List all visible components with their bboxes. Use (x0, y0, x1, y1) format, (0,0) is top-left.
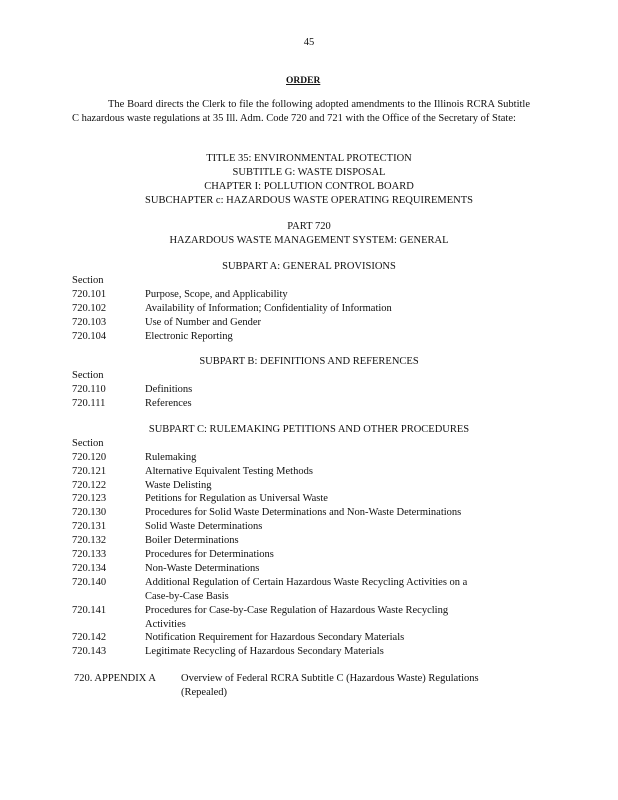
section-title: Boiler Determinations (145, 535, 239, 546)
section-title: Waste Delisting (145, 480, 212, 491)
section-number: 720.110 (72, 384, 106, 395)
section-title-continued: Activities (145, 619, 186, 630)
appendix-title-continued: (Repealed) (181, 687, 228, 698)
section-number: 720.134 (72, 563, 107, 574)
section-label: Section (72, 370, 104, 381)
section-title: Notification Requirement for Hazardous Secondary Materials (145, 632, 405, 643)
section-number: 720.121 (72, 466, 107, 477)
intro-paragraph (72, 98, 530, 126)
section-number: 720.143 (72, 646, 107, 657)
section-title: Rulemaking (145, 452, 197, 463)
section-title: Procedures for Solid Waste Determinations and Non-Waste Determinations (145, 507, 462, 518)
section-title: Use of Number and Gender (145, 317, 262, 328)
section-number: 720.111 (72, 398, 106, 409)
title-line: TITLE 35: ENVIRONMENTAL PROTECTION (206, 153, 412, 164)
section-number: 720.140 (72, 577, 107, 588)
section-title: Solid Waste Determinations (145, 521, 263, 532)
subpart-heading: SUBPART B: DEFINITIONS AND REFERENCES (199, 356, 419, 367)
page-number: 45 (303, 37, 315, 48)
section-title: Legitimate Recycling of Hazardous Secondary Materials (145, 646, 384, 657)
part-title: HAZARDOUS WASTE MANAGEMENT SYSTEM: GENERAL (169, 235, 449, 246)
section-title: Availability of Information; Confidentiality of Information (145, 303, 392, 314)
section-number: 720.123 (72, 493, 107, 504)
section-number: 720.142 (72, 632, 107, 643)
section-number: 720.103 (72, 317, 107, 328)
section-number: 720.101 (72, 289, 107, 300)
section-title: Electronic Reporting (145, 331, 233, 342)
section-title: Petitions for Regulation as Universal Waste (145, 493, 328, 504)
section-title: Procedures for Case-by-Case Regulation of Hazardous Waste Recycling (145, 605, 449, 616)
section-number: 720.104 (72, 331, 107, 342)
section-title: Non-Waste Determinations (145, 563, 260, 574)
section-number: 720.132 (72, 535, 107, 546)
section-label: Section (72, 275, 104, 286)
section-number: 720.141 (72, 605, 107, 616)
section-title: Purpose, Scope, and Applicability (145, 289, 288, 300)
appendix-number: 720. APPENDIX A (74, 673, 156, 684)
subchapter-line: SUBCHAPTER c: HAZARDOUS WASTE OPERATING REQUIREMENTS (145, 195, 473, 206)
section-number: 720.133 (72, 549, 107, 560)
part-label: PART 720 (287, 221, 331, 232)
section-number: 720.131 (72, 521, 107, 532)
subtitle-line: SUBTITLE G: WASTE DISPOSAL (232, 167, 386, 178)
section-title: Alternative Equivalent Testing Methods (145, 466, 313, 477)
section-number: 720.122 (72, 480, 107, 491)
intro-text: The Board directs the Clerk to file the following adopted amendments to the Illinois RCRA Subtitle C hazardous waste regulations at 35 Ill. Adm. Code 720 and 721 with the Office of the Secretary of State: (72, 99, 530, 124)
chapter-line: CHAPTER I: POLLUTION CONTROL BOARD (204, 181, 414, 192)
order-heading: ORDER (286, 76, 321, 86)
section-title: Additional Regulation of Certain Hazardous Waste Recycling Activities on a (145, 577, 468, 588)
section-label: Section (72, 438, 104, 449)
section-number: 720.130 (72, 507, 107, 518)
subpart-heading: SUBPART A: GENERAL PROVISIONS (222, 261, 396, 272)
appendix-title: Overview of Federal RCRA Subtitle C (Hazardous Waste) Regulations (181, 673, 479, 684)
section-title: Definitions (145, 384, 193, 395)
section-title-continued: Case-by-Case Basis (145, 591, 229, 602)
section-title: Procedures for Determinations (145, 549, 274, 560)
section-title: References (145, 398, 192, 409)
section-number: 720.102 (72, 303, 107, 314)
subpart-heading: SUBPART C: RULEMAKING PETITIONS AND OTHER PROCEDURES (148, 424, 470, 435)
section-number: 720.120 (72, 452, 107, 463)
